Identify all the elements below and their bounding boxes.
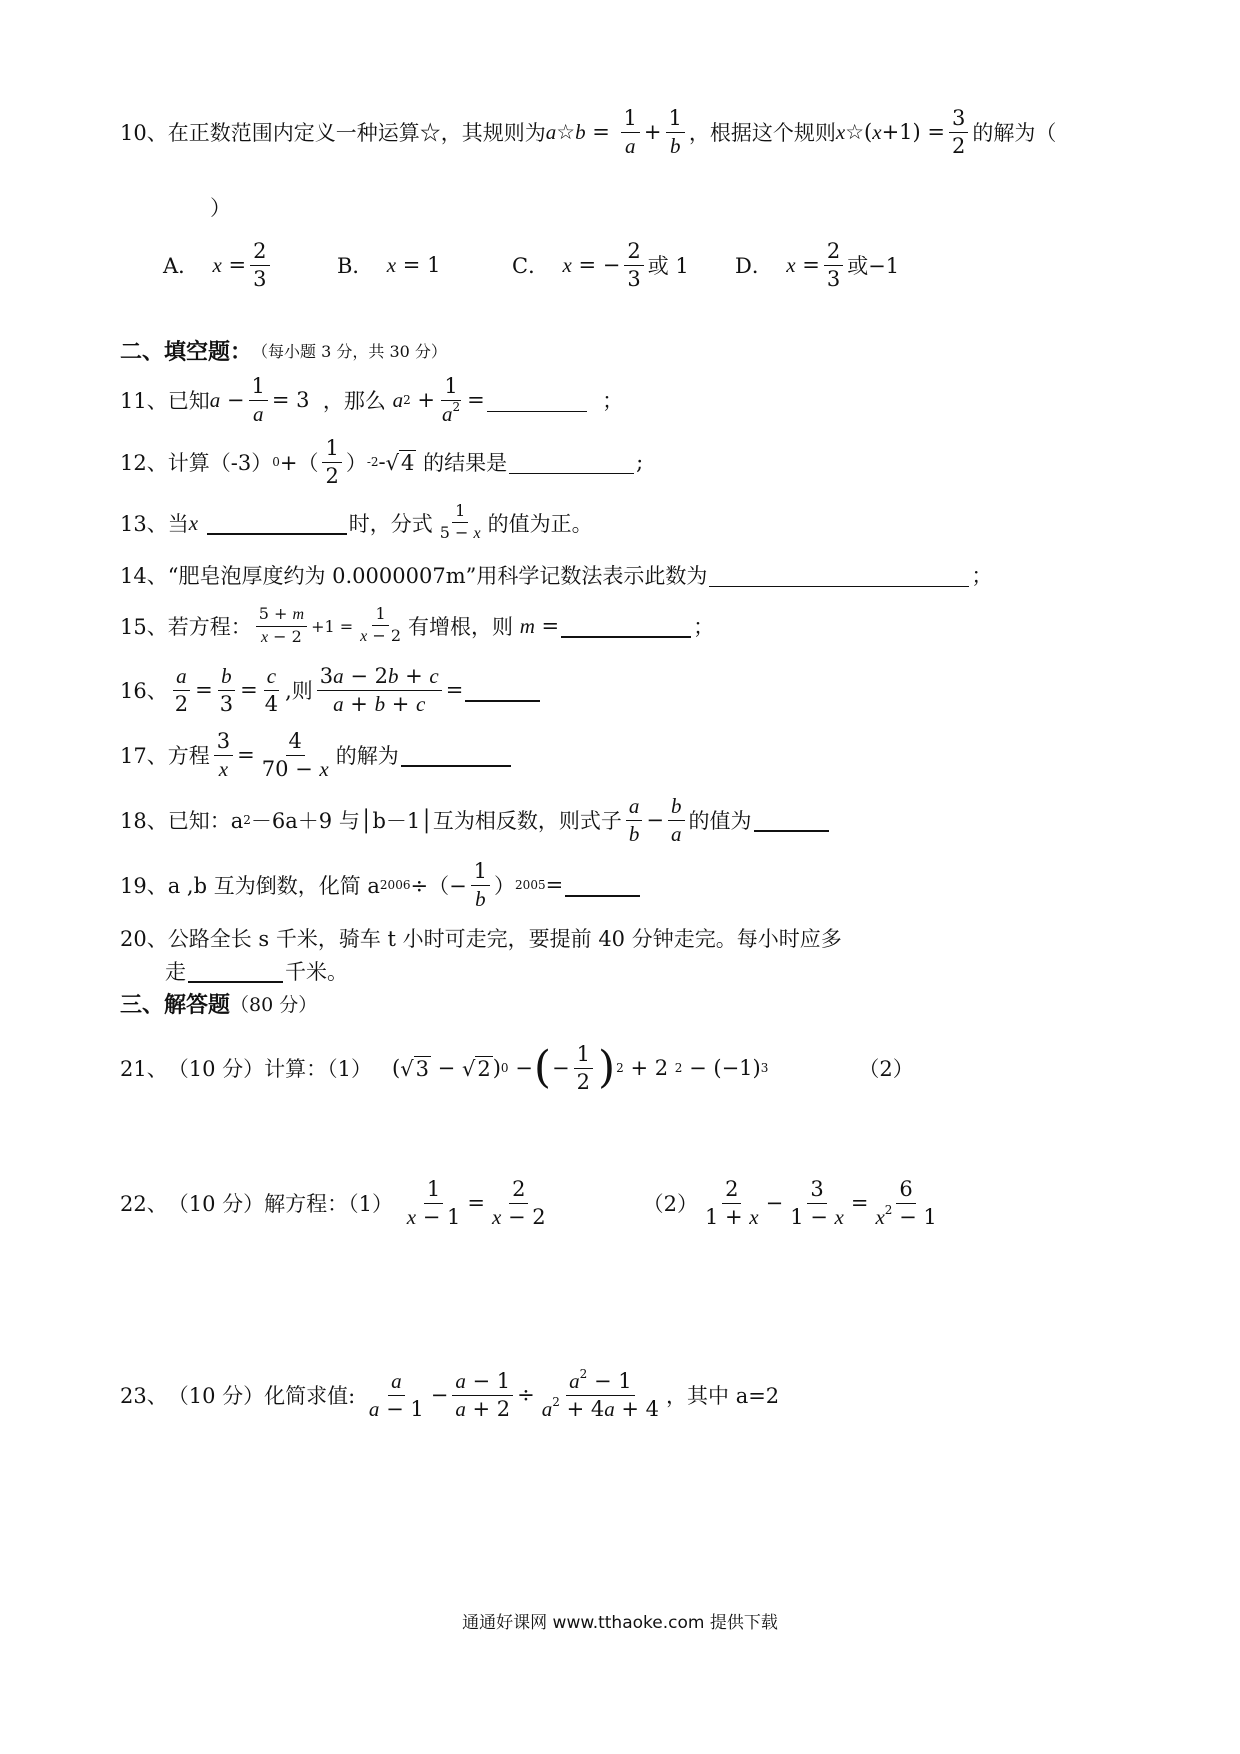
q10-star: ☆: [556, 120, 576, 144]
q20-line1: 20、 公路全长 s 千米，骑车 t 小时可走完，要提前 40 分钟走完。每小时应多: [120, 927, 842, 951]
section3-title: 三、解答题: [120, 991, 231, 1018]
q12: 12、 计算（-3） 0 +（ $\frac{1}{2}$ ） -2 - √ 4 的结果是 ;: [120, 436, 644, 488]
q15-answer-blank[interactable]: [561, 614, 691, 638]
q14-answer-blank[interactable]: [709, 564, 969, 587]
q19-answer-blank[interactable]: [565, 873, 640, 897]
q10-close: ）: [210, 196, 231, 220]
q21: 21、 （10 分）计算：（1） ( √ 3 − √ 2 ) 0 − ( − $\frac{1}{2}$ ) 2 + 2 2 − (−1) 3 （2）: [120, 1042, 914, 1094]
q16-answer-blank[interactable]: [465, 678, 540, 702]
q13: 13、 当 x 时，分式 $\frac{1}{5 - x}$ 的值为正。: [120, 501, 593, 542]
q22: 22、 （10 分）解方程：（1） $\frac{1}{x - 1}$ = $\frac{2}{x - 2}$ （2） $\frac{2}{1 + x}$ − $\frac{3}{1 - x}$ = $\frac{6}{x^2 - 1}$: [120, 1177, 937, 1229]
q10-frac-1a: $\frac{1}{a}$: [621, 107, 640, 156]
q10-text1: 在正数范围内定义一种运算☆，其规则为: [167, 121, 546, 145]
section2-note: （每小题 3 分，共 30 分）: [252, 342, 447, 361]
q13-answer-blank[interactable]: [207, 511, 347, 535]
q10-option-d[interactable]: D． x = $\frac{2}{3}$ 或−1: [735, 239, 900, 291]
q19: 19、 a ,b 互为倒数，化简 a 2006 ÷（− $\frac{1}{b}$ ） 2005 =: [120, 855, 642, 915]
q14: 14、 “肥皂泡厚度约为 0.0000007m”用科学记数法表示此数为 ；: [120, 564, 993, 588]
q17: 17、 方程 $\frac{3}{x}$ = $\frac{4}{70 - x}$ 的解为: [120, 725, 513, 785]
sqrt-4: √ 4: [385, 450, 415, 475]
q10-option-a[interactable]: A． x = $\frac{2}{3}$: [163, 235, 274, 295]
q11: 11、 已知 a − $\frac{1}{a}$ = 3 ，那么 a 2 + $\frac{1}{a^2}$ = ；: [120, 374, 624, 426]
q10-line2: [210, 192, 231, 222]
q18: 18、 已知：a 2 －6a＋9 与│b－1│互为相反数，则式子 $\frac{a}{b}$ − $\frac{b}{a}$ 的值为: [120, 790, 831, 850]
q20-answer-blank[interactable]: [188, 959, 283, 983]
section2-title: 二、填空题：: [120, 339, 253, 365]
q20-line2: 走 千米。: [165, 960, 348, 984]
section3-note: （80 分）: [230, 993, 318, 1016]
footer-text: 通通好课网 www.tthaoke.com 提供下载: [462, 1613, 778, 1633]
q10-text3: 的解为（: [972, 121, 1057, 145]
q10-number: 10、: [120, 121, 168, 145]
q23: 23、 （10 分）化简求值: $\frac{a}{a - 1}$ − $\frac{a - 1}{a + 2}$ ÷ $\frac{a^2 - 1}{a^2 + 4a + 4}$ ，其中 a=2: [120, 1367, 780, 1421]
q10-option-b[interactable]: B． x = 1: [337, 252, 441, 278]
q10-rule-lhs: a: [545, 119, 557, 144]
q17-answer-blank[interactable]: [401, 743, 511, 767]
q10-frac-1b: $\frac{1}{b}$: [666, 107, 685, 156]
section2-heading: [120, 335, 447, 366]
q16: 16、 $\frac{a}{2}$ = $\frac{b}{3}$ = $\frac{c}{4}$ ,则 $\frac{3a - 2b + c}{a + b + c}$ =: [120, 660, 542, 720]
q11-answer-blank[interactable]: [487, 389, 587, 412]
q15: 15、 若方程： $\frac{5 + m}{x - 2}$ +1 = $\frac{1}{x - 2}$ 有增根，则 m = ；: [120, 603, 715, 646]
q10-text2: ，根据这个规则: [688, 121, 836, 145]
q18-answer-blank[interactable]: [754, 808, 829, 832]
q10-option-c[interactable]: C． x = − $\frac{2}{3}$ 或 1: [512, 239, 689, 291]
q10-frac-32: $\frac{3}{2}$: [949, 107, 968, 156]
q10-line1: 10、 在正数范围内定义一种运算☆，其规则为 a ☆ b = $\frac{1}{a}$ + $\frac{1}{b}$ ，根据这个规则 x ☆( x +1) = $\frac{3}{2}$ 的解为（: [120, 106, 1057, 158]
q12-answer-blank[interactable]: [509, 451, 634, 474]
section3-heading: [120, 988, 317, 1018]
